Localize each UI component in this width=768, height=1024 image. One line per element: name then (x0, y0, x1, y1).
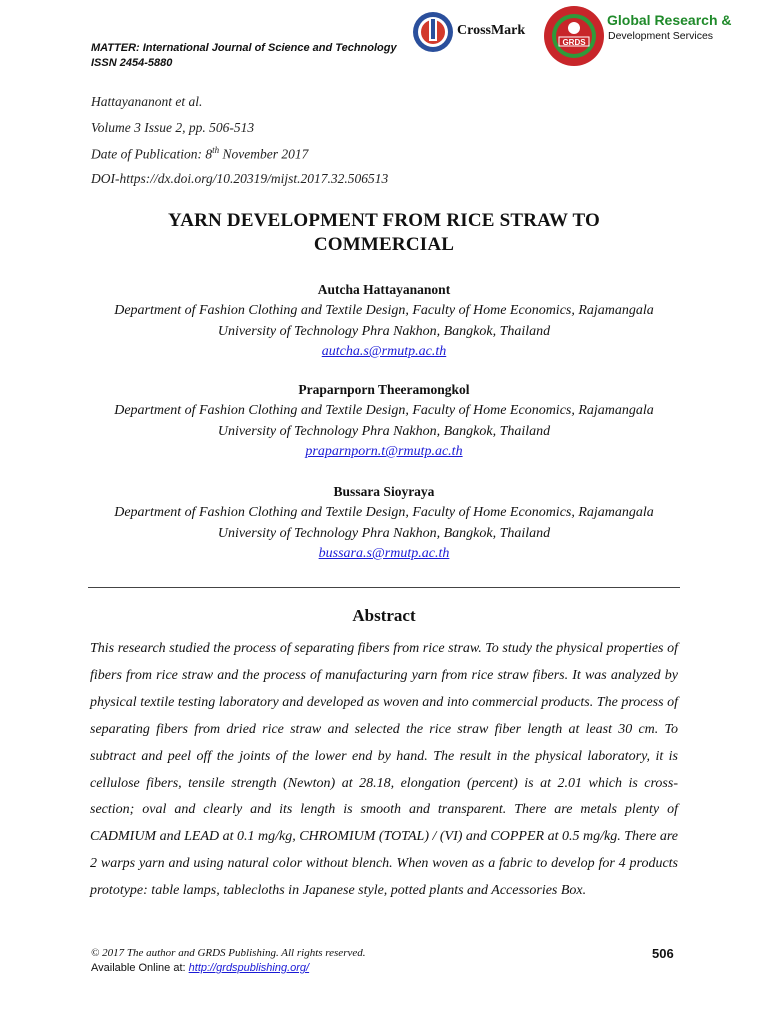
author-affiliation: University of Technology Phra Nakhon, Bangkok, Thailand (217, 324, 551, 339)
author-email-link[interactable]: praparnporn.t@rmutp.ac.th (305, 444, 463, 459)
section-divider (88, 587, 680, 588)
meta-date (91, 145, 308, 163)
journal-issn: ISSN 2454-5880 (91, 57, 173, 69)
footer-url-link[interactable]: http://grdspublishing.org/ (188, 962, 310, 974)
crossmark-logo[interactable] (412, 11, 454, 53)
author-affiliation: Department of Fashion Clothing and Textile Design, Faculty of Home Economics, Rajamangala (114, 303, 654, 318)
grds-logo (543, 5, 605, 67)
author-block (60, 280, 708, 362)
author-affiliation: University of Technology Phra Nakhon, Bangkok, Thailand (217, 424, 551, 439)
author-affiliation: University of Technology Phra Nakhon, Bangkok, Thailand (217, 526, 551, 541)
grds-title: Global Research & (607, 12, 732, 28)
crossmark-label[interactable]: CrossMark (457, 23, 526, 38)
meta-volume: Volume 3 Issue 2, pp. 506-513 (91, 120, 255, 135)
author-block (60, 482, 708, 564)
author-affiliation: Department of Fashion Clothing and Textile Design, Faculty of Home Economics, Rajamangala (114, 505, 654, 520)
meta-doi[interactable]: DOI-https://dx.doi.org/10.20319/mijst.2017.32.506513 (91, 171, 389, 186)
meta-date-suffix: November 2017 (219, 146, 309, 162)
meta-date-prefix: Date of Publication: 8 (91, 146, 213, 162)
abstract-heading: Abstract (352, 606, 416, 625)
grds-seal-icon (543, 5, 605, 67)
crossmark-icon (412, 11, 454, 53)
meta-authors: Hattayananont et al. (91, 94, 203, 109)
grds-seal-text: GRDS (562, 38, 586, 47)
meta-date-sup: th (212, 145, 220, 155)
title-line-1: YARN DEVELOPMENT FROM RICE STRAW TO (168, 210, 600, 231)
author-name: Autcha Hattayananont (317, 282, 451, 297)
author-name: Praparnporn Theeramongkol (298, 382, 470, 397)
footer-available-label: Available Online at: (91, 962, 189, 974)
journal-header (91, 41, 397, 71)
author-email-link[interactable]: autcha.s@rmutp.ac.th (321, 344, 447, 359)
page-number: 506 (652, 946, 674, 961)
footer (91, 946, 366, 976)
abstract-body: This research studied the process of separating fibers from rice straw. To study the physical properties of fibers from rice straw and the process of manufacturing yarn from rice straw fibers. It was analyzed by physical textile testing laboratory and developed as woven and into commercial products. The process of separating fibers from dried rice straw and selected the rice straw fiber length at least 30 cm. To subtract and peel off the joints of the lower end by hand. The result in the physical laboratory, it is cellulose fibers, tensile strength (Newton) at 28.18, elongation (percent) is at 2.01 which is cross-section; oval and clearly and its length is smooth and transparent. There are metals plenty of CADMIUM and LEAD at 0.1 mg/kg, CHROMIUM (TOTAL) / (VI) and COPPER at 0.5 mg/kg. There are 2 warps yarn and using natural color without blench. When woven as a fabric to develop for 4 products prototype: table lamps, tablecloths in Japanese style, potted plants and Accessories Box. (90, 641, 678, 899)
paper-title (0, 209, 768, 257)
footer-copyright: © 2017 The author and GRDS Publishing. All rights reserved. (91, 947, 366, 959)
author-block (60, 380, 708, 462)
author-affiliation: Department of Fashion Clothing and Textile Design, Faculty of Home Economics, Rajamangala (114, 403, 654, 418)
journal-name: MATTER: International Journal of Science and Technology (91, 42, 397, 54)
author-name: Bussara Sioyraya (333, 484, 435, 499)
grds-subtitle: Development Services (608, 30, 714, 42)
author-email-link[interactable]: bussara.s@rmutp.ac.th (318, 546, 450, 561)
title-line-2: COMMERCIAL (313, 234, 455, 255)
